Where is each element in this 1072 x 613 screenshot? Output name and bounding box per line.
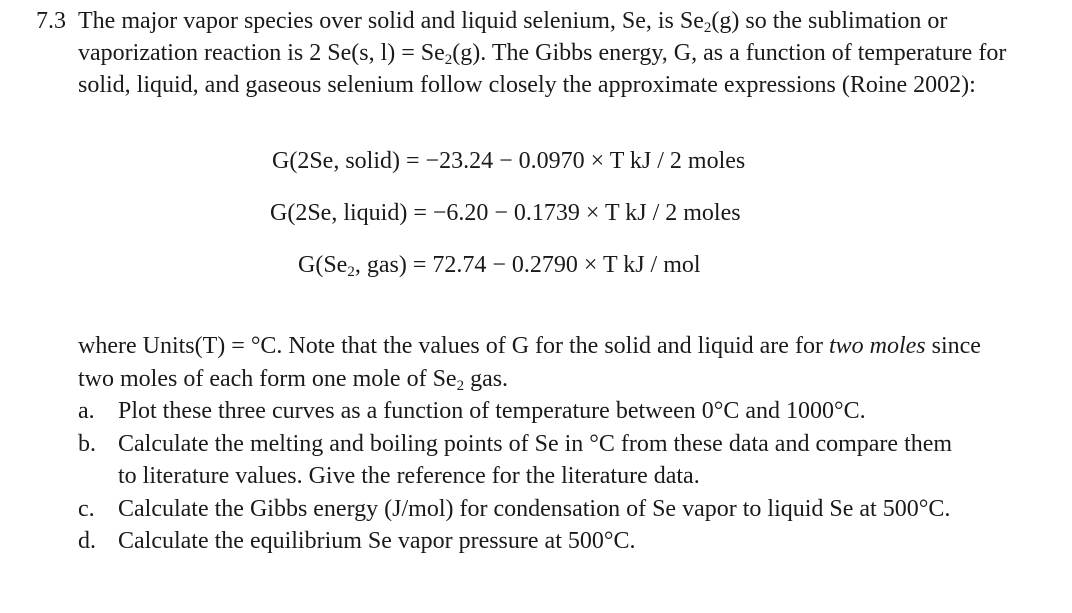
intro-line-2: vaporization reaction is 2 Se(s, $l) = Se_2(g)$. The Gibbs energy, G, as a function of temperature for: [78, 40, 1007, 68]
item-c-label: c.: [78, 496, 95, 522]
note-line-1: where Units(T) = °C. Note that the values of G for the solid and liquid are for two moles since: [78, 333, 981, 359]
equation-gas: $G(Se_2$, gas) = 72.74 − 0.2790 × T kJ / mol: [298, 252, 701, 280]
problem-number: 7.3: [36, 8, 66, 34]
item-d-text: Calculate the equilibrium Se vapor pressure at 500°C.: [118, 528, 636, 554]
intro-line-3: solid, liquid, and gaseous selenium follow closely the approximate expressions (Roine 2002):: [78, 72, 976, 98]
item-a-text: Plot these three curves as a function of temperature between 0°C and 1000°C.: [118, 398, 866, 424]
item-b-text-line-2: to literature values. Give the reference for the literature data.: [118, 463, 700, 489]
equation-liquid: G(2Se, liquid) = −6.20 − 0.1739 × T kJ / 2 moles: [270, 200, 741, 226]
item-d-label: d.: [78, 528, 96, 554]
intro-line-1: The major vapor species over solid and liquid selenium, Se, is $Se_2(g)$ so the sublimation or: [78, 8, 948, 36]
item-c-text: Calculate the Gibbs energy (J/mol) for condensation of Se vapor to liquid Se at 500°C.: [118, 496, 951, 522]
equation-solid: G(2Se, solid) = −23.24 − 0.0970 × T kJ / 2 moles: [272, 148, 746, 174]
item-a-label: a.: [78, 398, 95, 424]
item-b-label: b.: [78, 431, 96, 457]
item-b-text-line-1: Calculate the melting and boiling points of Se in °C from these data and compare them: [118, 431, 953, 457]
note-line-2: two moles of each form one mole of $Se_2$ gas.: [78, 366, 509, 394]
